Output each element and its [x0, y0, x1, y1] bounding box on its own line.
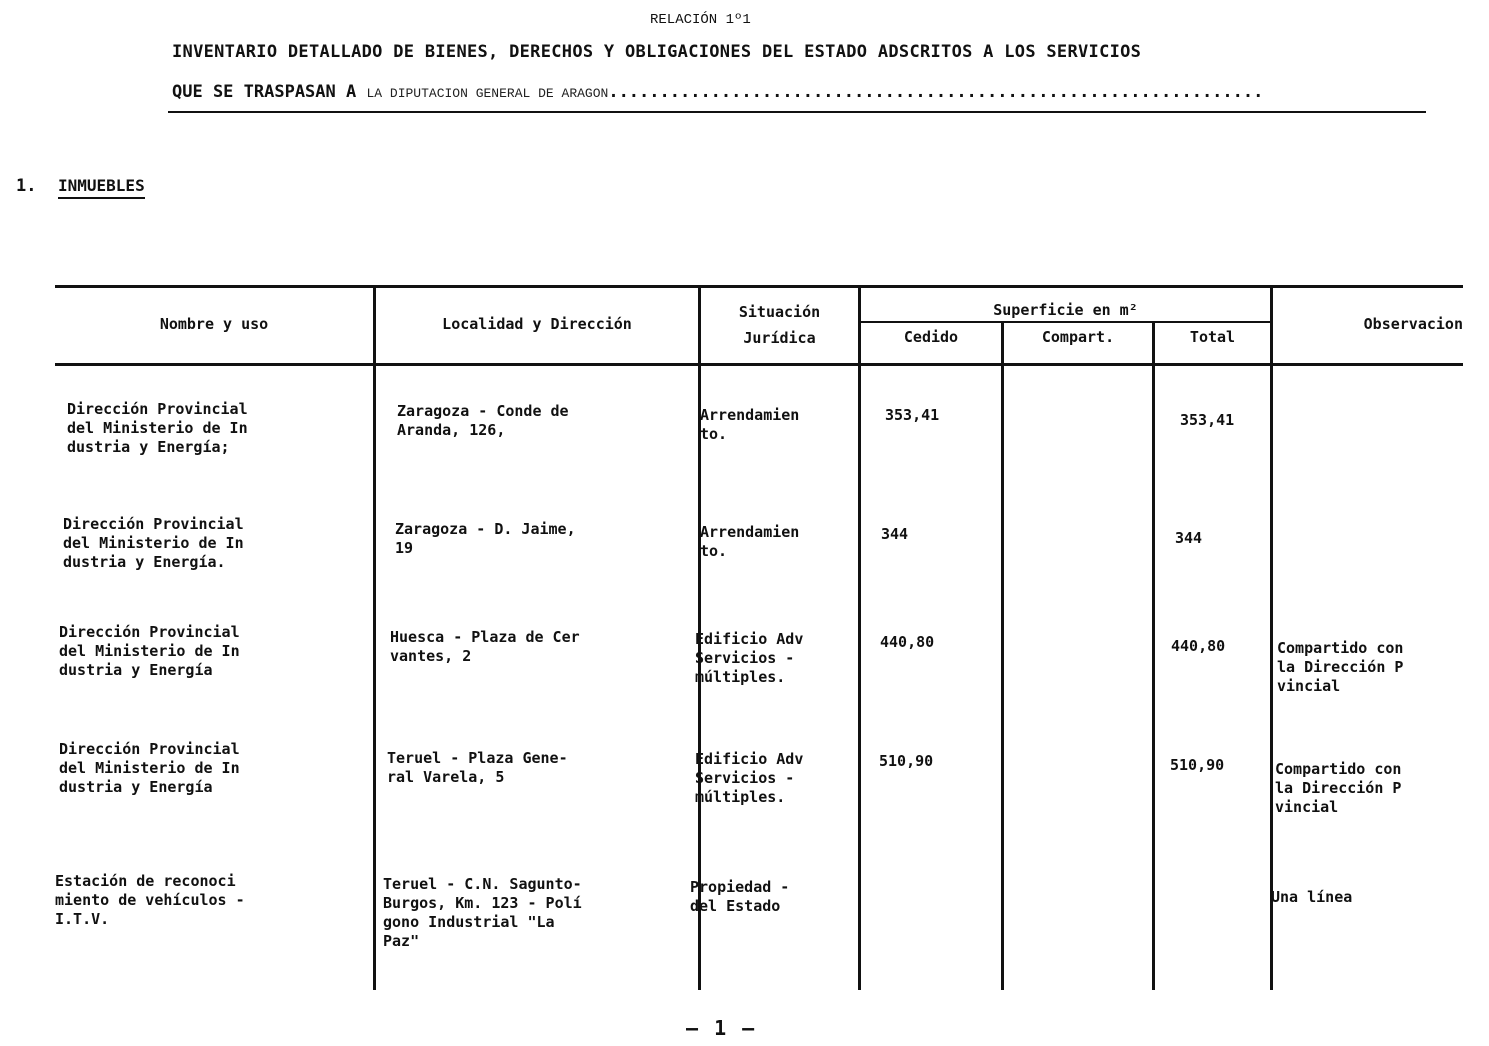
cell-total: 510,90	[1170, 756, 1225, 774]
column-divider	[1270, 285, 1273, 990]
cell-localidad: Huesca - Plaza de Cer vantes, 2	[390, 628, 580, 665]
cell-cedido: 440,80	[880, 633, 935, 651]
cell-observaciones: Una línea	[1271, 888, 1353, 906]
cell-total: 353,41	[1180, 411, 1235, 429]
document-title-continuation	[172, 82, 1263, 102]
header-superficie: Superficie en m²	[993, 301, 1138, 319]
header-observaciones: Observacion	[1363, 315, 1463, 333]
cell-situacion: Propiedad - del Estado	[690, 878, 790, 915]
title-underline	[168, 111, 1426, 113]
cell-localidad: Teruel - Plaza Gene- ral Varela, 5	[387, 749, 568, 786]
title-dots: ................................................................	[608, 82, 1264, 102]
superficie-subheader-rule	[860, 321, 1270, 323]
header-situacion-line1: Situación	[738, 303, 821, 321]
handwritten-recipient: LA DIPUTACION GENERAL DE ARAGON	[366, 86, 609, 101]
cell-nombre: Estación de reconoci miento de vehículos - I.T.V.	[55, 872, 245, 928]
header-nombre: Nombre y uso	[159, 315, 269, 333]
table-top-rule	[55, 285, 1463, 288]
header-total: Total	[1189, 328, 1236, 346]
cell-cedido: 510,90	[879, 752, 934, 770]
column-divider	[1152, 323, 1155, 990]
cell-observaciones: Compartido con la Dirección P vincial	[1277, 639, 1404, 695]
cell-localidad: Zaragoza - Conde de Aranda, 126,	[397, 402, 569, 439]
title-prefix: QUE SE TRASPASAN A	[172, 82, 357, 102]
column-divider	[1001, 323, 1004, 990]
cell-observaciones: Compartido con la Dirección P vincial	[1275, 760, 1402, 816]
header-compart: Compart.	[1041, 328, 1115, 346]
relacion-label: RELACIÓN 1º1	[650, 12, 751, 28]
header-localidad: Localidad y Dirección	[442, 315, 632, 333]
inventory-table	[55, 285, 1463, 990]
cell-situacion: Arrendamien to.	[700, 406, 800, 443]
section-number: 1.	[16, 176, 37, 196]
cell-total: 344	[1175, 529, 1203, 547]
section-title: INMUEBLES	[58, 176, 145, 199]
cell-total: 440,80	[1171, 637, 1226, 655]
cell-nombre: Dirección Provincial del Ministerio de In dustria y Energía.	[63, 515, 244, 571]
column-divider	[373, 285, 376, 990]
cell-cedido: 353,41	[885, 406, 940, 424]
cell-nombre: Dirección Provincial del Ministerio de In dustria y Energía	[59, 740, 240, 796]
header-cedido: Cedido	[903, 328, 959, 346]
header-situacion-line2: Jurídica	[743, 329, 816, 347]
cell-situacion: Edificio Adv Servicios - múltiples.	[695, 630, 804, 686]
cell-localidad: Zaragoza - D. Jaime, 19	[395, 520, 576, 557]
column-divider	[858, 285, 861, 990]
cell-nombre: Dirección Provincial del Ministerio de In dustria y Energía;	[67, 400, 248, 456]
document-title: INVENTARIO DETALLADO DE BIENES, DERECHOS Y OBLIGACIONES DEL ESTADO ADSCRITOS A LOS SERVICIOS	[172, 42, 1142, 62]
cell-situacion: Arrendamien to.	[700, 523, 800, 560]
cell-situacion: Edificio Adv Servicios - múltiples.	[695, 750, 804, 806]
cell-nombre: Dirección Provincial del Ministerio de In dustria y Energía	[59, 623, 240, 679]
cell-localidad: Teruel - C.N. Sagunto- Burgos, Km. 123 - Polí gono Industrial "La Paz"	[383, 875, 582, 950]
page-number: — 1 —	[686, 1016, 757, 1040]
cell-cedido: 344	[881, 525, 909, 543]
header-bottom-rule	[55, 363, 1463, 366]
